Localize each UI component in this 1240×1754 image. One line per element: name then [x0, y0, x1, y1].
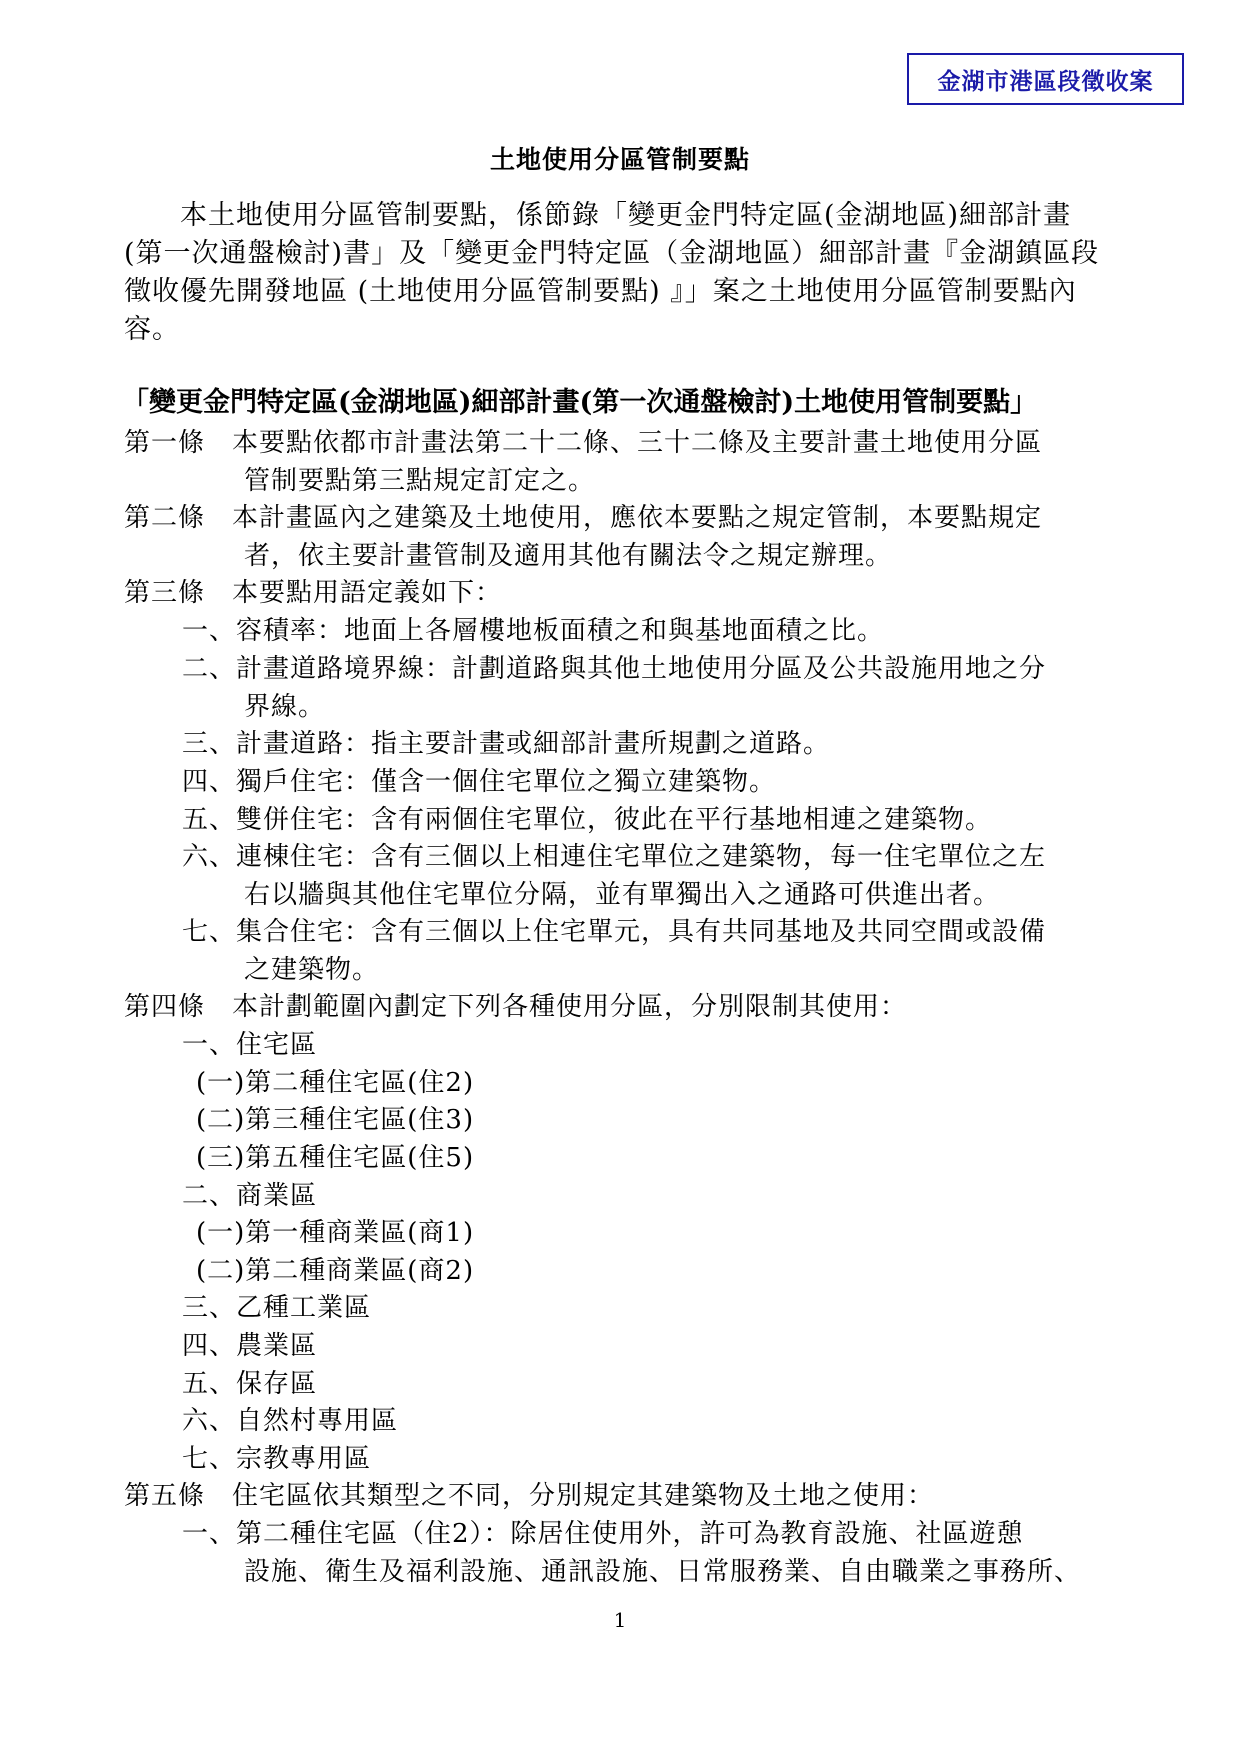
intro-paragraph: 本土地使用分區管制要點，係節錄「變更金門特定區(金湖地區)細部計畫(第一次通盤檢討)書」及「變更金門特定區（金湖地區）細部計畫『金湖鎮區段徵收優先開發地區 (土地使用分區管制要點) 』」案之土地使用分區管制要點內容。: [124, 200, 1100, 345]
zone-subcategory: (二)第三種住宅區(住3): [196, 1105, 475, 1135]
definition-item: 一、容積率：地面上各層樓地板面積之和與基地面積之比。: [182, 616, 885, 646]
case-label-box: 金湖市港區段徵收案: [907, 53, 1184, 105]
zone-category: 一、住宅區: [182, 1030, 318, 1060]
article-1-line-1: 第一條 本要點依都市計畫法第二十二條、三十二條及主要計畫土地使用分區: [124, 428, 1043, 458]
article-2-line-2: 者，依主要計畫管制及適用其他有關法令之規定辦理。: [244, 541, 893, 571]
definition-item-continued: 界線。: [244, 692, 326, 722]
residential-rule-continued: 設施、衛生及福利設施、通訊設施、日常服務業、自由職業之事務所、: [244, 1557, 1082, 1587]
section-heading: 「變更金門特定區(金湖地區)細部計畫(第一次通盤檢討)土地使用管制要點」: [122, 387, 1038, 418]
zone-category: 七、宗教專用區: [182, 1444, 372, 1474]
article-4-line-1: 第四條 本計劃範圍內劃定下列各種使用分區，分別限制其使用：: [124, 992, 908, 1022]
zone-category: 二、商業區: [182, 1181, 318, 1211]
definition-item-continued: 之建築物。: [244, 955, 380, 985]
page-number: 1: [613, 1608, 627, 1632]
zone-subcategory: (一)第二種住宅區(住2): [196, 1068, 475, 1098]
article-3-line-1: 第三條 本要點用語定義如下：: [124, 578, 503, 608]
zone-subcategory: (三)第五種住宅區(住5): [196, 1143, 475, 1173]
definition-item-continued: 右以牆與其他住宅單位分隔，並有單獨出入之通路可供進出者。: [244, 880, 1001, 910]
document-title: 土地使用分區管制要點: [489, 145, 750, 174]
definition-item: 五、雙併住宅：含有兩個住宅單位，彼此在平行基地相連之建築物。: [182, 805, 993, 835]
definition-item: 三、計畫道路：指主要計畫或細部計畫所規劃之道路。: [182, 729, 831, 759]
zone-category: 三、乙種工業區: [182, 1293, 372, 1323]
residential-rule-item: 一、第二種住宅區（住2）：除居住使用外，許可為教育設施、社區遊憩: [182, 1519, 1024, 1549]
zone-category: 五、保存區: [182, 1369, 318, 1399]
zone-category: 六、自然村專用區: [182, 1406, 399, 1436]
definition-item: 四、獨戶住宅：僅含一個住宅單位之獨立建築物。: [182, 767, 777, 797]
article-1-line-2: 管制要點第三點規定訂定之。: [244, 466, 596, 496]
article-2-line-1: 第二條 本計畫區內之建築及土地使用，應依本要點之規定管制，本要點規定: [124, 503, 1043, 533]
definition-item: 七、集合住宅：含有三個以上住宅單元，具有共同基地及共同空間或設備: [182, 917, 1047, 947]
zone-subcategory: (一)第一種商業區(商1): [196, 1218, 475, 1248]
zone-category: 四、農業區: [182, 1331, 318, 1361]
definition-item: 六、連棟住宅：含有三個以上相連住宅單位之建築物，每一住宅單位之左: [182, 842, 1047, 872]
zone-subcategory: (二)第二種商業區(商2): [196, 1256, 475, 1286]
article-5-line-1: 第五條 住宅區依其類型之不同，分別規定其建築物及土地之使用：: [124, 1481, 935, 1511]
definition-item: 二、計畫道路境界線：計劃道路與其他土地使用分區及公共設施用地之分: [182, 654, 1047, 684]
